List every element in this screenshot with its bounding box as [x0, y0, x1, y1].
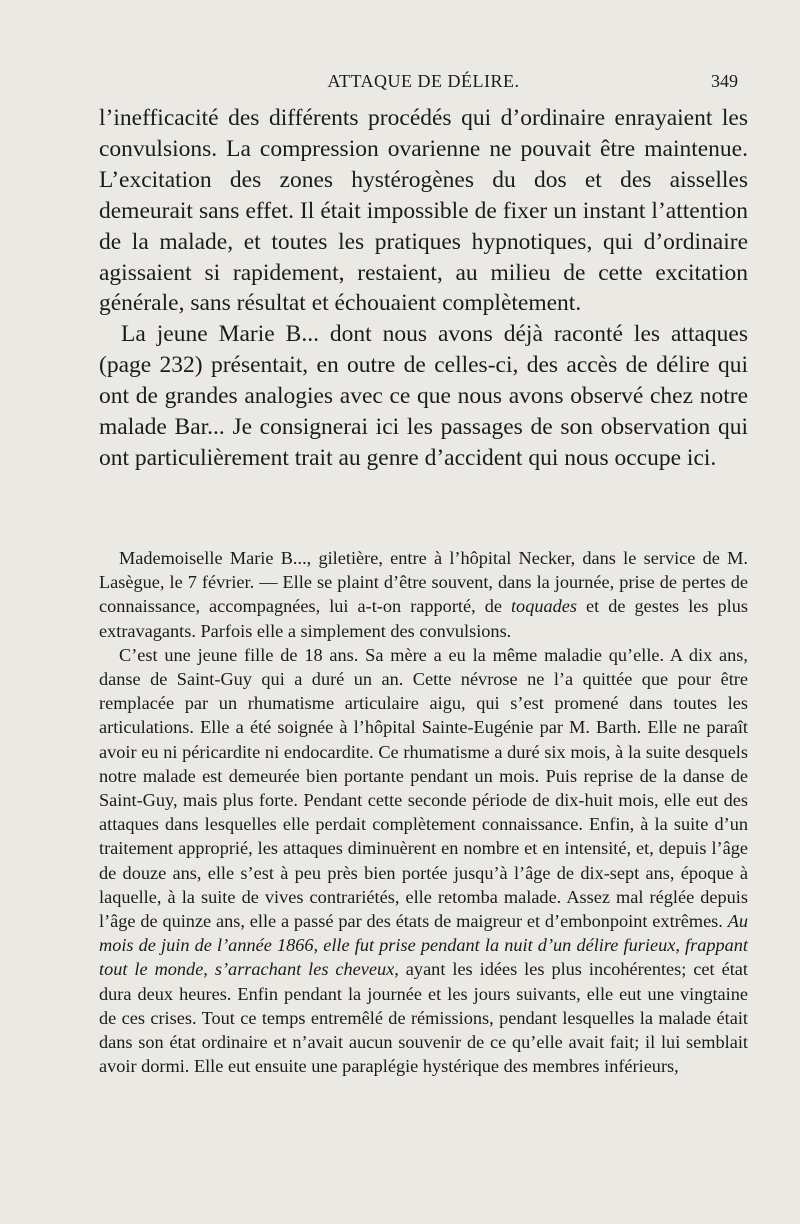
case-observation	[99, 546, 748, 1078]
observation-text: C’est une jeune fille de 18 ans. Sa mère a eu la même maladie qu’elle. A dix ans, danse de Saint-Guy qui a duré un an. Cette névrose ne l’a quittée que pour être remplacée par un rhumatisme articulaire aigu, qui s’est promené dans toutes les articulations. Elle a été soignée à l’hôpital Sainte-Eugénie par M. Barth. Elle ne paraît avoir eu ni péricardite ni endocardite. Ce rhumatisme a duré six mois, à la suite desquels notre malade est demeurée bien portante pendant un mois. Puis reprise de la danse de Saint-Guy, mais plus forte. Pendant cette seconde période de dix-huit mois, elle eut des attaques dans lesquelles elle perdait complètement connaissance. Enfin, à la suite d’un traitement approprié, les attaques diminuèrent en nombre et en intensité, et, depuis l’âge de douze ans, elle s’est à peu près bien portée jusqu’à l’âge de dix-sept ans, époque à laquelle, à la suite de vives contrariétés, elle retomba malade. Assez mal réglée depuis l’âge de quinze ans, elle a passé par des états de maigreur et d’embonpoint extrêmes.	[99, 644, 748, 932]
page-number: 349	[711, 71, 738, 91]
observation-text: ayant les idées les plus incohérentes; cet état dura deux heures. Enfin pendant la journée et les jours suivants, elle eut une vingtaine de ces crises. Tout ce temps entremêlé de rémissions, pendant lesquelles la malade était dans son état ordinaire et n’avait aucun souvenir de ce qu’elle avait fait; il lui semblait avoir dormi. Elle eut ensuite une paraplégie hystérique des membres inférieurs,	[99, 959, 748, 1077]
running-head	[99, 63, 748, 93]
main-text	[99, 103, 748, 474]
paragraph-1: l’inefficacité des différents procédés qui d’ordinaire enrayaient les convulsions. La compression ovarienne ne pouvait être maintenue. L’excitation des zones hystérogènes du dos et des aisselles demeurait sans effet. Il était impossible de fixer un instant l’attention de la malade, et toutes les pratiques hypnotiques, qui d’ordinaire agissaient si rapidement, restaient, au milieu de cette excitation générale, sans résultat et échouaient complètement.	[99, 105, 748, 317]
observation-text: et de gestes les plus extravagants. Parfois elle a simplement des convulsions.	[99, 596, 748, 641]
observation-paragraph-2	[99, 643, 748, 1079]
paragraph-2: La jeune Marie B... dont nous avons déjà raconté les attaques (page 232) présentait, en outre de celles-ci, des accès de délire qui ont de grandes analogies avec ce que nous avons observé chez notre malade Bar... Je consignerai ici les passages de son observation qui ont particulièrement trait au genre d’accident qui nous occupe ici.	[99, 321, 748, 471]
italic-term: toquades	[510, 596, 577, 617]
observation-text: Mademoiselle Marie B..., giletière, entre à l’hôpital Necker, dans le service de M. Lasègue, le 7 février. — Elle se plaint d’être souvent, dans la journée, prise de pertes de connaissance, accompagnées, lui a-t-on rapporté, de	[99, 548, 748, 617]
running-title: ATTAQUE DE DÉLIRE.	[327, 71, 520, 91]
italic-passage: Au mois de juin de l’année 1866, elle fut prise pendant la nuit d’un délire furieux, frappant tout le monde, s’arrachant les cheveux,	[99, 911, 748, 980]
observation-paragraph-1	[99, 546, 748, 643]
